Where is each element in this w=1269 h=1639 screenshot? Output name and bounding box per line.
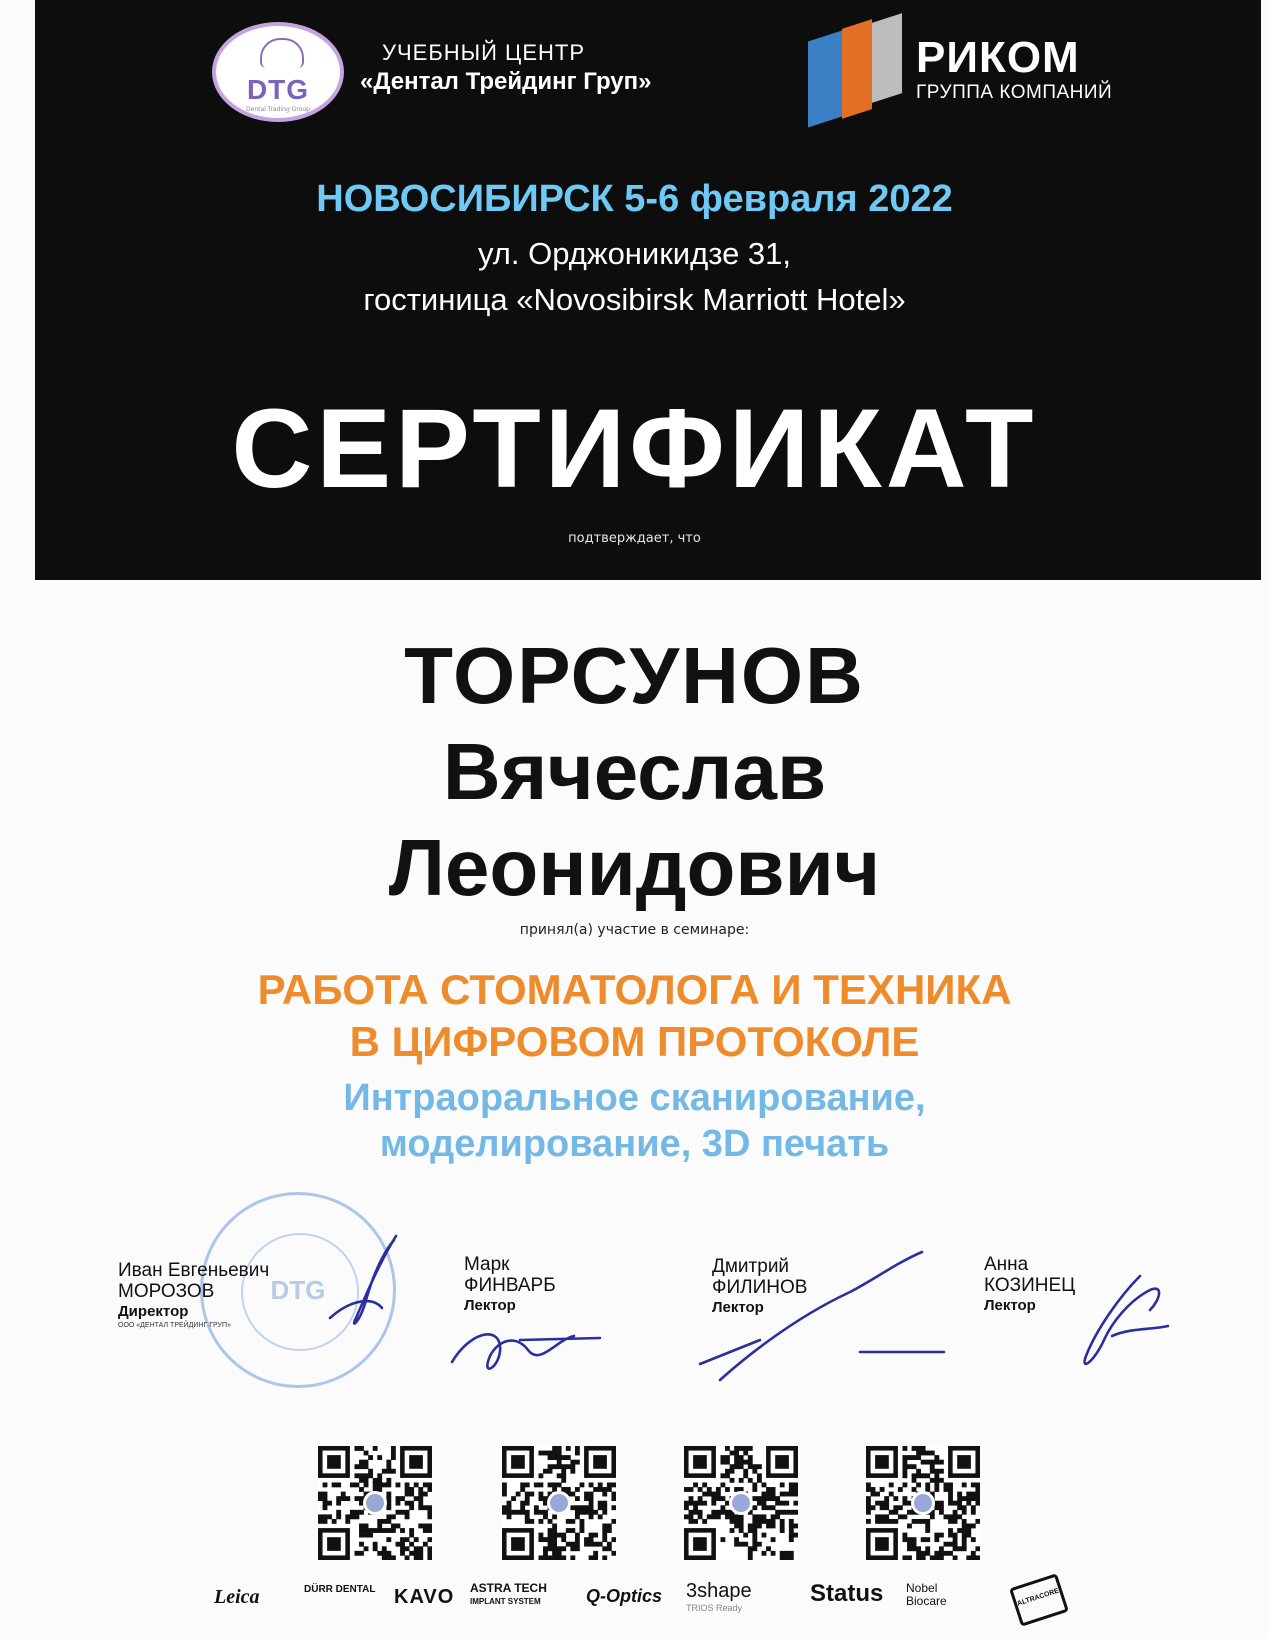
signatory-first-name: Дмитрий [712, 1256, 790, 1277]
telegram-icon [914, 1494, 932, 1512]
3shape-logo: 3shape TRIOS Ready [686, 1580, 752, 1613]
stamp-text: DTG [270, 1275, 326, 1305]
altracore-logo: ALTRACORE [1009, 1573, 1069, 1626]
signatory-org: ООО «ДЕНТАЛ ТРЕЙДИНГ ГРУП» [118, 1322, 231, 1329]
signatory-last-name: КОЗИНЕЦ [984, 1275, 1076, 1296]
tooth-icon [260, 38, 304, 68]
leica-logo: Leica [214, 1586, 260, 1608]
qr-code-telegram[interactable] [866, 1446, 980, 1560]
signatory-lecturer-2 [712, 1256, 807, 1318]
participation-text: принял(а) участие в семинаре: [519, 922, 750, 938]
facebook-icon [550, 1494, 568, 1512]
signatory-last-name: ФИНВАРБ [464, 1275, 556, 1296]
web-icon [366, 1494, 384, 1512]
signatory-last-name: ФИЛИНОВ [712, 1277, 808, 1298]
address-line-2: гостиница «Novosibirsk Marriott Hotel» [363, 282, 906, 317]
seminar-subtitle-line-2: моделирование, 3D печать [379, 1123, 890, 1165]
kavo-logo: KAVO [394, 1586, 455, 1608]
dtg-logo-text: DTG [246, 74, 310, 105]
status-logo: Status [810, 1580, 884, 1607]
signatory-role: Директор [118, 1303, 189, 1320]
qr-code-facebook[interactable] [502, 1446, 616, 1560]
training-center [360, 40, 790, 96]
instagram-icon [732, 1494, 750, 1512]
rikom-logo-icon [808, 16, 904, 124]
astra-tech-logo: ASTRA TECH IMPLANT SYSTEM [470, 1581, 547, 1606]
dtg-logo-subtext: Dental Trading Group [246, 106, 310, 113]
dtg-logo [212, 22, 344, 122]
qr-code-instagram[interactable] [684, 1446, 798, 1560]
recipient-first-name: Вячеслав [442, 727, 827, 816]
signatory-first-name: Иван Евгеньевич [118, 1260, 270, 1281]
certificate-title: СЕРТИФИКАТ [231, 386, 1038, 511]
signatory-role: Лектор [984, 1297, 1036, 1314]
q-optics-logo: Q-Optics [586, 1586, 663, 1606]
durr-dental-logo: DÜRR DENTAL [304, 1584, 376, 1595]
nobel-biocare-logo: Nobel Biocare [906, 1581, 947, 1608]
recipient-patronymic: Леонидович [388, 823, 881, 912]
seminar-title-line-2: В ЦИФРОВОМ ПРОТОКОЛЕ [349, 1018, 920, 1065]
signatory-role: Лектор [712, 1299, 764, 1316]
confirms-text: подтверждает, что [568, 531, 701, 546]
signatory-lecturer-1 [464, 1254, 556, 1316]
recipient-last-name: ТОРСУНОВ [404, 631, 865, 720]
training-center-label: УЧЕБНЫЙ ЦЕНТР [382, 40, 585, 65]
qr-code-web[interactable] [318, 1446, 432, 1560]
signatory-last-name: МОРОЗОВ [118, 1281, 215, 1302]
signatory-lecturer-3 [984, 1254, 1075, 1316]
rikom-subtitle: ГРУППА КОМПАНИЙ [916, 82, 1113, 103]
signatory-first-name: Анна [984, 1254, 1029, 1275]
city-date: НОВОСИБИРСК 5-6 февраля 2022 [316, 178, 953, 220]
signatory-role: Лектор [464, 1297, 516, 1314]
seminar-subtitle-line-1: Интраоральное сканирование, [343, 1077, 926, 1119]
training-center-name: «Дентал Трейдинг Груп» [360, 68, 652, 95]
address-line-1: ул. Орджоникидзе 31, [477, 236, 792, 271]
seminar-title-line-1: РАБОТА СТОМАТОЛОГА И ТЕХНИКА [257, 966, 1012, 1013]
sponsor-logos [214, 1580, 1094, 1620]
rikom-name: РИКОМ [916, 33, 1080, 82]
rikom-brand [916, 33, 1113, 104]
signatory-first-name: Марк [464, 1254, 510, 1275]
signatory-director [118, 1260, 269, 1329]
